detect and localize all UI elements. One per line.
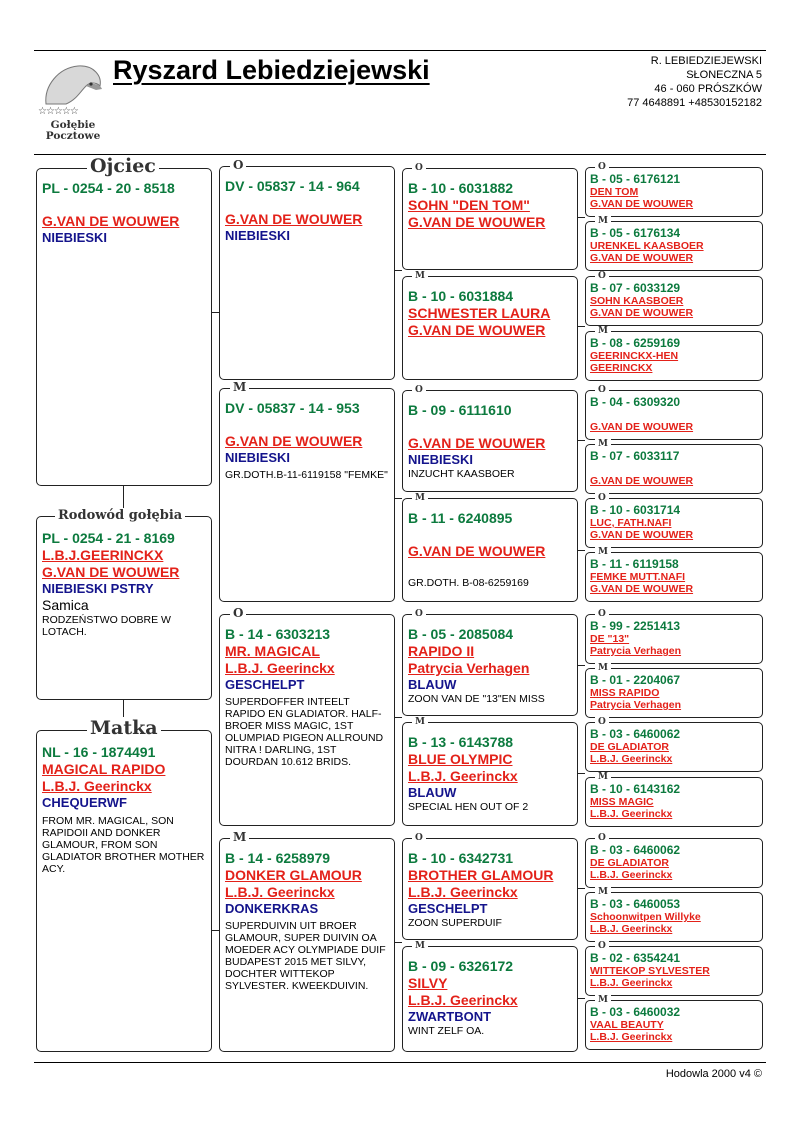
connector xyxy=(212,312,219,313)
connector xyxy=(212,930,219,931)
connector xyxy=(395,498,402,499)
sire-label: Ojciec xyxy=(87,155,159,177)
subject-note: RODZEŃSTWO DOBRE W LOTACH. xyxy=(42,614,171,638)
sire-ring: PL - 0254 - 20 - 8518 xyxy=(42,180,175,196)
gen2-card[interactable]: O DV - 05837 - 14 - 964 G.VAN DE WOUWER NIEBIESKI xyxy=(219,166,395,380)
gen3-card[interactable]: O B - 05 - 2085084 RAPIDO II Patrycia Verhagen BLAUW ZOON VAN DE "13"EN MISS xyxy=(402,614,578,716)
connector xyxy=(578,440,585,441)
connector xyxy=(578,217,585,218)
connector xyxy=(578,665,585,666)
subject-name1: L.B.J.GEERINCKX xyxy=(42,547,164,563)
gen4-card[interactable]: M B - 05 - 6176134 URENKEL KAASBOER G.VAN DE WOUWER xyxy=(585,221,763,271)
dam-note: FROM MR. MAGICAL, SON RAPIDOII AND DONKER GLAMOUR, FROM SON GLADIATOR BROTHER MOTHER ACY. xyxy=(42,815,205,875)
gen3-card[interactable]: O B - 09 - 6111610 G.VAN DE WOUWER NIEBIESKI INZUCHT KAASBOER xyxy=(402,390,578,492)
connector xyxy=(578,550,585,551)
gen2-card[interactable]: O B - 14 - 6303213 MR. MAGICAL L.B.J. Geerinckx GESCHELPT SUPERDOFFER INTEELT RAPIDO EN GLADIATOR. HALF-BROER MISS MAGIC, 1ST OLUMPIAD PIGEON ALLROUND NITRA ! DARLING, 1ST DOURDAN 10.612 BRIDS. xyxy=(219,614,395,826)
dam-label: Matka xyxy=(87,717,161,739)
gen3-card[interactable]: O B - 10 - 6342731 BROTHER GLAMOUR L.B.J. Geerinckx GESCHELPT ZOON SUPERDUIF xyxy=(402,838,578,940)
gen3-card[interactable]: M B - 11 - 6240895 G.VAN DE WOUWER GR.DOTH. B-08-6259169 xyxy=(402,498,578,602)
gen4-card[interactable]: O B - 03 - 6460062 DE GLADIATOR L.B.J. Geerinckx xyxy=(585,838,763,888)
connector xyxy=(395,717,402,718)
subject-label: Rodowód gołębia xyxy=(55,508,185,523)
sire-breeder: G.VAN DE WOUWER xyxy=(42,213,180,229)
subject-ring: PL - 0254 - 21 - 8169 xyxy=(42,530,175,546)
logo-text: Gołębie Pocztowe xyxy=(45,119,101,142)
connector xyxy=(578,998,585,999)
dam-name: MAGICAL RAPIDO xyxy=(42,761,166,777)
dam-card[interactable] xyxy=(36,717,212,1052)
footer-rule xyxy=(34,1062,766,1063)
subject-card[interactable] xyxy=(36,508,212,700)
connector xyxy=(395,942,402,943)
footer-text: Hodowla 2000 v4 © xyxy=(665,1068,762,1080)
sire-color: NIEBIESKI xyxy=(42,230,108,245)
gen4-card[interactable]: M B - 03 - 6460032 VAAL BEAUTY L.B.J. Geerinckx xyxy=(585,1000,763,1050)
gen3-card[interactable]: O B - 10 - 6031882 SOHN "DEN TOM" G.VAN DE WOUWER xyxy=(402,168,578,270)
connector xyxy=(578,888,585,889)
gen3-card[interactable]: M B - 13 - 6143788 BLUE OLYMPIC L.B.J. Geerinckx BLAUW SPECIAL HEN OUT OF 2 xyxy=(402,722,578,826)
subject-color: NIEBIESKI PSTRY xyxy=(42,581,154,596)
subject-sex: Samica xyxy=(42,597,89,613)
connector xyxy=(578,326,585,327)
gen4-card[interactable]: M B - 08 - 6259169 GEERINCKX-HEN GEERINCKX xyxy=(585,331,763,381)
logo-stars: ☆☆☆☆☆ xyxy=(38,106,78,117)
gen3-card[interactable]: M B - 10 - 6031884 SCHWESTER LAURA G.VAN DE WOUWER xyxy=(402,276,578,380)
gen4-card[interactable]: O B - 10 - 6031714 LUC, FATH.NAFI G.VAN DE WOUWER xyxy=(585,498,763,548)
gen4-card[interactable]: O B - 05 - 6176121 DEN TOM G.VAN DE WOUWER xyxy=(585,167,763,217)
gen4-card[interactable]: O B - 03 - 6460062 DE GLADIATOR L.B.J. Geerinckx xyxy=(585,722,763,772)
gen4-card[interactable]: O B - 04 - 6309320 G.VAN DE WOUWER xyxy=(585,390,763,440)
gen2-card[interactable]: M B - 14 - 6258979 DONKER GLAMOUR L.B.J. Geerinckx DONKERKRAS SUPERDUIVIN UIT BROER GLAMOUR, SUPER DUIVIN OA MOEDER ACY OLYMPIADE DUIF BUDAPEST 2015 MET SILVY, DOCHTER WITTEKOP SYLVESTER. KWEEKDUIVIN. xyxy=(219,838,395,1052)
dam-breeder: L.B.J. Geerinckx xyxy=(42,778,152,794)
gen2-card[interactable]: M DV - 05837 - 14 - 953 G.VAN DE WOUWER NIEBIESKI GR.DOTH.B-11-6119158 "FEMKE" xyxy=(219,388,395,602)
gen3-card[interactable]: M B - 09 - 6326172 SILVY L.B.J. Geerinckx ZWARTBONT WINT ZELF OA. xyxy=(402,946,578,1052)
dam-ring: NL - 16 - 1874491 xyxy=(42,744,156,760)
dam-color: CHEQUERWF xyxy=(42,795,127,810)
connector xyxy=(395,270,402,271)
gen4-card[interactable]: M B - 10 - 6143162 MISS MAGIC L.B.J. Geerinckx xyxy=(585,777,763,827)
gen4-card[interactable]: O B - 99 - 2251413 DE "13" Patrycia Verhagen xyxy=(585,614,763,664)
gen4-card[interactable]: M B - 01 - 2204067 MISS RAPIDO Patrycia Verhagen xyxy=(585,668,763,718)
sire-card[interactable] xyxy=(36,155,212,486)
connector xyxy=(578,773,585,774)
gen4-card[interactable]: M B - 11 - 6119158 FEMKE MUTT.NAFI G.VAN DE WOUWER xyxy=(585,552,763,602)
header-top-rule xyxy=(34,50,766,51)
gen4-card[interactable]: M B - 03 - 6460053 Schoonwitpen Willyke L.B.J. Geerinckx xyxy=(585,892,763,942)
subject-name2: G.VAN DE WOUWER xyxy=(42,564,180,580)
gen4-card[interactable]: O B - 07 - 6033129 SOHN KAASBOER G.VAN DE WOUWER xyxy=(585,276,763,326)
owner-address: R. LEBIEDZIEJEWSKI SŁONECZNA 5 46 - 060 PRÓSZKÓW 77 4648891 +48530152182 xyxy=(627,55,762,109)
gen4-card[interactable]: O B - 02 - 6354241 WITTEKOP SYLVESTER L.B.J. Geerinckx xyxy=(585,946,763,996)
gen4-card[interactable]: M B - 07 - 6033117 G.VAN DE WOUWER xyxy=(585,444,763,494)
page-title: Ryszard Lebiedziejewski xyxy=(113,55,430,85)
